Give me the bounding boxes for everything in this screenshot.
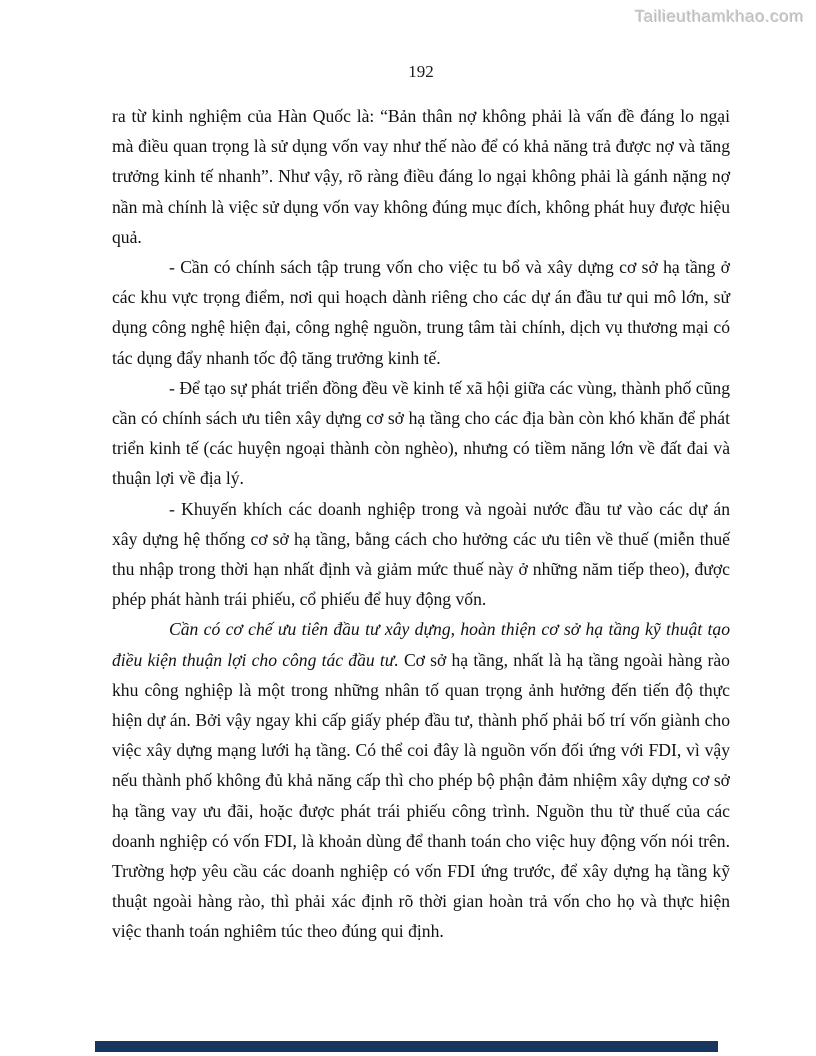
text-run: Cơ sở hạ tầng, nhất là hạ tầng ngoài hàng rào khu công nghiệp là một trong những nhân tố quan trọng ảnh hưởng đến tiến độ thực hiện dự án. Bởi vậy ngay khi cấp giấy phép đầu tư, thành phố phải bố trí vốn giành cho việc xây dựng mạng lưới hạ tầng. Có thể coi đây là nguồn vốn đối ứng với FDI, vì vậy nếu thành phố không đủ khả năng cấp thì cho phép bộ phận đảm nhiệm xây dựng cơ sở hạ tầng vay ưu đãi, hoặc được phát trái phiếu công trình. Nguồn thu từ thuế của các doanh nghiệp có vốn FDI, là khoản dùng để thanh toán cho việc huy động vốn nói trên. Trường hợp yêu cầu các doanh nghiệp có vốn FDI ứng trước, để xây dựng hạ tầng kỹ thuật ngoài hàng rào, thì phải xác định rõ thời gian hoàn trả vốn cho họ và thực hiện việc thanh toán nghiêm túc theo đúng qui định. [112, 649, 730, 942]
bottom-accent-bar [95, 1041, 718, 1052]
text-run: - Để tạo sự phát triển đồng đều về kinh tế xã hội giữa các vùng, thành phố cũng cần có chính sách ưu tiên xây dựng cơ sở hạ tầng cho các địa bàn còn khó khăn để phát triển kinh tế (các huyện ngoại thành còn nghèo), nhưng có tiềm năng lớn về đất đai và thuận lợi về địa lý. [112, 377, 730, 489]
text-run: - Khuyến khích các doanh nghiệp trong và ngoài nước đầu tư vào các dự án xây dựng hệ thống cơ sở hạ tầng, bằng cách cho hưởng các ưu tiên về thuế (miễn thuế thu nhập trong thời hạn nhất định và giảm mức thuế này ở những năm tiếp theo), được phép phát hành trái phiếu, cổ phiếu để huy động vốn. [112, 498, 730, 610]
text-run: - Cần có chính sách tập trung vốn cho việc tu bổ và xây dựng cơ sở hạ tầng ở các khu vực trọng điểm, nơi qui hoạch dành riêng cho các dự án đầu tư qui mô lớn, sử dụng công nghệ hiện đại, công nghệ nguồn, trung tâm tài chính, dịch vụ thương mại có tác dụng đẩy nhanh tốc độ tăng trưởng kinh tế. [112, 257, 730, 368]
paragraph [112, 614, 730, 946]
paragraph [112, 101, 730, 252]
page-number: 192 [408, 62, 434, 81]
document-body-text [112, 101, 730, 947]
watermark-site-label: Tailieuthamkhao.com [634, 7, 804, 26]
paragraph [112, 373, 730, 494]
text-run: ra từ kinh nghiệm của Hàn Quốc là: “Bản thân nợ không phải là vấn đề đáng lo ngại mà điều quan trọng là sử dụng vốn vay như thế nào để có khả năng trả được nợ và tăng trưởng kinh tế nhanh”. Như vậy, rõ ràng điều đáng lo ngại không phải là gánh nặng nợ nần mà chính là việc sử dụng vốn vay không đúng mục đích, không phát huy được hiệu quả. [112, 106, 730, 247]
text-run-italic: Cần có cơ chế ưu tiên đầu tư xây dựng, hoàn thiện cơ sở hạ tầng kỹ thuật tạo điều kiện thuận lợi cho công tác đầu tư. [112, 619, 730, 670]
paragraph [112, 252, 730, 373]
paragraph [112, 494, 730, 615]
